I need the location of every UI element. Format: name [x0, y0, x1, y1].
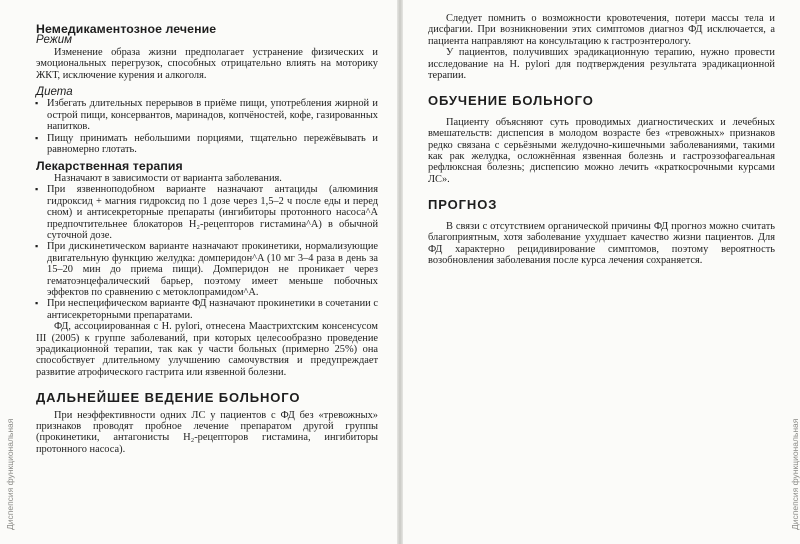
section-title-prognosis: ПРОГНОЗ — [428, 197, 498, 213]
followup-paragraph: При неэффективности одних ЛС у пациентов с ФД без «тревожных» признаков проводят пробное лечение препаратом другой группы (прокинетики, антагонисты H₂-рецепторов гистамина, ингибиторы протонного насоса). — [36, 409, 378, 455]
education-paragraph: Пациенту объясняют суть проводимых диагностических и лечебных вмешательств: диспепсия в молодом возрасте без «тревожных» признаков редко связана с серьёзными желудочно-кишечными заболеваниями, такими как рак желудка, осложнённая язвенная болезнь и гастроэзофагеальная рефлюксная болезнь; диспепсию можно лечить «краткосрочными курсами ЛС». — [428, 116, 775, 185]
list-item: ▪ При неспецифическом варианте ФД назначают прокинетики в сочетании с антисекреторными препаратами. — [36, 298, 378, 321]
list-item: ▪ Пищу принимать небольшими порциями, тщательно пережёвывать и равномерно глотать. — [36, 133, 378, 156]
right-column — [428, 13, 775, 266]
hp-paragraph: ФД, ассоциированная с H. pylori, отнесена Маастрихтским консенсусом III (2005) к группе заболеваний, при которых целесообразно проведение эрадикационной терапии, так как у части больных (примерно 25%) она способствует длительному улучшению самочувствия и предупреждает развитие атрофического гастрита или язвенной болезни. — [36, 321, 378, 378]
regime-paragraph: Изменение образа жизни предполагает устранение физических и эмоциональных перегрузок, способных отрицательно влиять на моторику ЖКТ, исключение курения и алкоголя. — [36, 46, 378, 81]
subheading-regime: Режим — [36, 34, 72, 47]
section-title-drug-therapy: Лекарственная терапия — [36, 159, 183, 174]
diet-list — [36, 98, 378, 155]
book-gutter — [397, 0, 403, 544]
left-column — [36, 24, 378, 455]
warning-paragraph: Следует помнить о возможности кровотечения, потери массы тела и дисфагии. При возникновении этих симптомов диагноз ФД исключается, а пациента направляют на консультацию к гастроэнтерологу. — [428, 13, 775, 47]
eradication-paragraph: У пациентов, получивших эрадикационную терапию, нужно провести исследование на H. pylori для подтверждения результата эрадикационной терапии. — [428, 47, 775, 82]
prognosis-paragraph: В связи с отсутствием органической причины ФД прогноз можно считать благоприятным, хотя заболевание ухудшает качество жизни пациентов. Для ФД характерно рецидивирование симптомов, поэтому вероятность возобновления заболевания после курса лечения сохраняется. — [428, 220, 775, 266]
section-title-followup: ДАЛЬНЕЙШЕЕ ВЕДЕНИЕ БОЛЬНОГО — [36, 390, 301, 406]
drug-list — [36, 184, 378, 321]
section-title-education: ОБУЧЕНИЕ БОЛЬНОГО — [428, 93, 594, 109]
section-title-nondrug: Немедикаментозное лечение — [36, 22, 217, 36]
running-head-right: Диспепсия функциональная — [790, 418, 800, 530]
running-head-left: Диспепсия функциональная — [5, 418, 15, 530]
drug-intro: Назначают в зависимости от варианта заболевания. — [54, 172, 282, 184]
list-item: ▪ При дискинетическом варианте назначают прокинетики, нормализующие двигательную функцию желудка: домперидон^A (10 мг 3–4 раза в день за 15–20 мин до приема пищи). Домперидон не проникает через гематоэнцефалический барьер, поэтому имеет меньше побочных эффектов по сравнению с метоклопрамидом^A. — [36, 241, 378, 298]
list-item: ▪ Избегать длительных перерывов в приёме пищи, употребления жирной и острой пищи, консервантов, маринадов, копчёностей, кофе, газированных напитков. — [36, 98, 378, 132]
subheading-diet: Диета — [36, 86, 73, 99]
list-item: ▪ При язвенноподобном варианте назначают антациды (алюминия гидроксид + магния гидроксид по 1 дозе через 1,5–2 ч после еды и перед сном) и антисекреторные препараты (ингибиторы протонного насоса^A предпочтительнее блокаторов H₂-рецепторов гистамина^A) в обычной суточной дозе. — [36, 184, 378, 241]
